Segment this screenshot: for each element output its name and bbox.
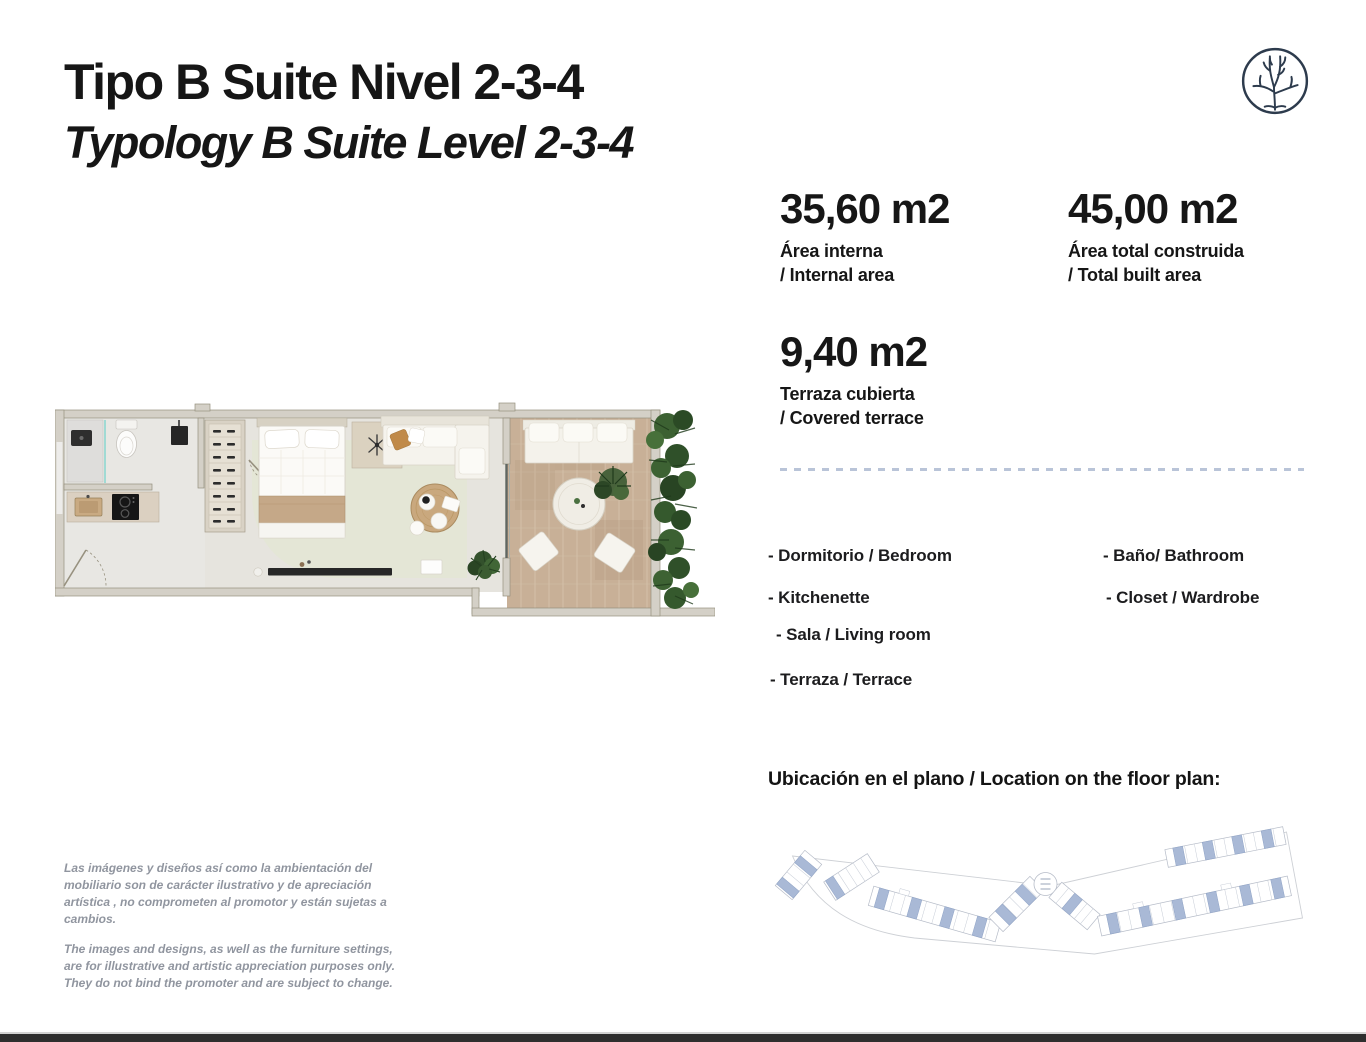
side-table: [421, 560, 442, 574]
stat-covered-terrace: [780, 328, 928, 430]
stat-label-en: / Internal area: [780, 265, 895, 285]
terrace-sofa: [523, 420, 635, 463]
room-item-kitchenette: - Kitchenette: [768, 588, 870, 607]
stat-label-es: Terraza cubierta: [780, 384, 915, 404]
disclaimer: [64, 860, 399, 992]
closet: [205, 420, 245, 532]
kitchenette: [67, 492, 159, 522]
floor-plan: [55, 400, 715, 645]
stat-label: [1068, 239, 1244, 287]
bathroom-window: [57, 442, 63, 514]
stat-label: [780, 239, 949, 287]
stat-label-en: / Covered terrace: [780, 408, 924, 428]
room-item-bathroom: - Baño/ Bathroom: [1103, 546, 1245, 565]
disclaimer-english: The images and designs, as well as the furniture settings, are for illustrative and artistic appreciation purposes only. They do not bind the promoter and are subject to change.: [64, 942, 395, 991]
stat-internal-area: [780, 185, 950, 287]
bed: [257, 418, 347, 538]
stat-total-built-area: [1068, 185, 1244, 287]
stat-label-en: / Total built area: [1068, 265, 1202, 285]
tree-logo-icon: [1238, 44, 1312, 118]
room-item-living-room: - Sala / Living room: [776, 625, 931, 644]
stat-value: 35,60 m2: [780, 185, 950, 232]
disclaimer-spanish: Las imágenes y diseños así como la ambientación del mobiliario son de carácter ilustrativo y de apreciación artística , no comprometen al promotor y están sujetas a cambios.: [64, 861, 387, 927]
vanity: [171, 426, 188, 445]
viewer-bottom-edge: [0, 1032, 1366, 1042]
stat-label: [780, 382, 927, 430]
room-item-terrace: - Terraza / Terrace: [770, 670, 913, 689]
page-title-english: Typology B Suite Level 2-3-4: [64, 116, 633, 168]
dashed-divider: [780, 468, 1304, 471]
stat-label-es: Área total construida: [1068, 241, 1244, 261]
stat-value: 45,00 m2: [1068, 185, 1238, 232]
location-heading: Ubicación en el plano / Location on the floor plan:: [768, 768, 1221, 790]
room-item-bedroom: - Dormitorio / Bedroom: [768, 546, 952, 565]
title-block: [64, 56, 633, 166]
toilet: [117, 431, 137, 458]
stat-value: 9,40 m2: [780, 328, 928, 375]
room-item-closet: - Closet / Wardrobe: [1106, 588, 1260, 607]
site-plan: [760, 818, 1325, 968]
page-title-spanish: Tipo B Suite Nivel 2-3-4: [64, 54, 583, 110]
stat-label-es: Área interna: [780, 241, 883, 261]
